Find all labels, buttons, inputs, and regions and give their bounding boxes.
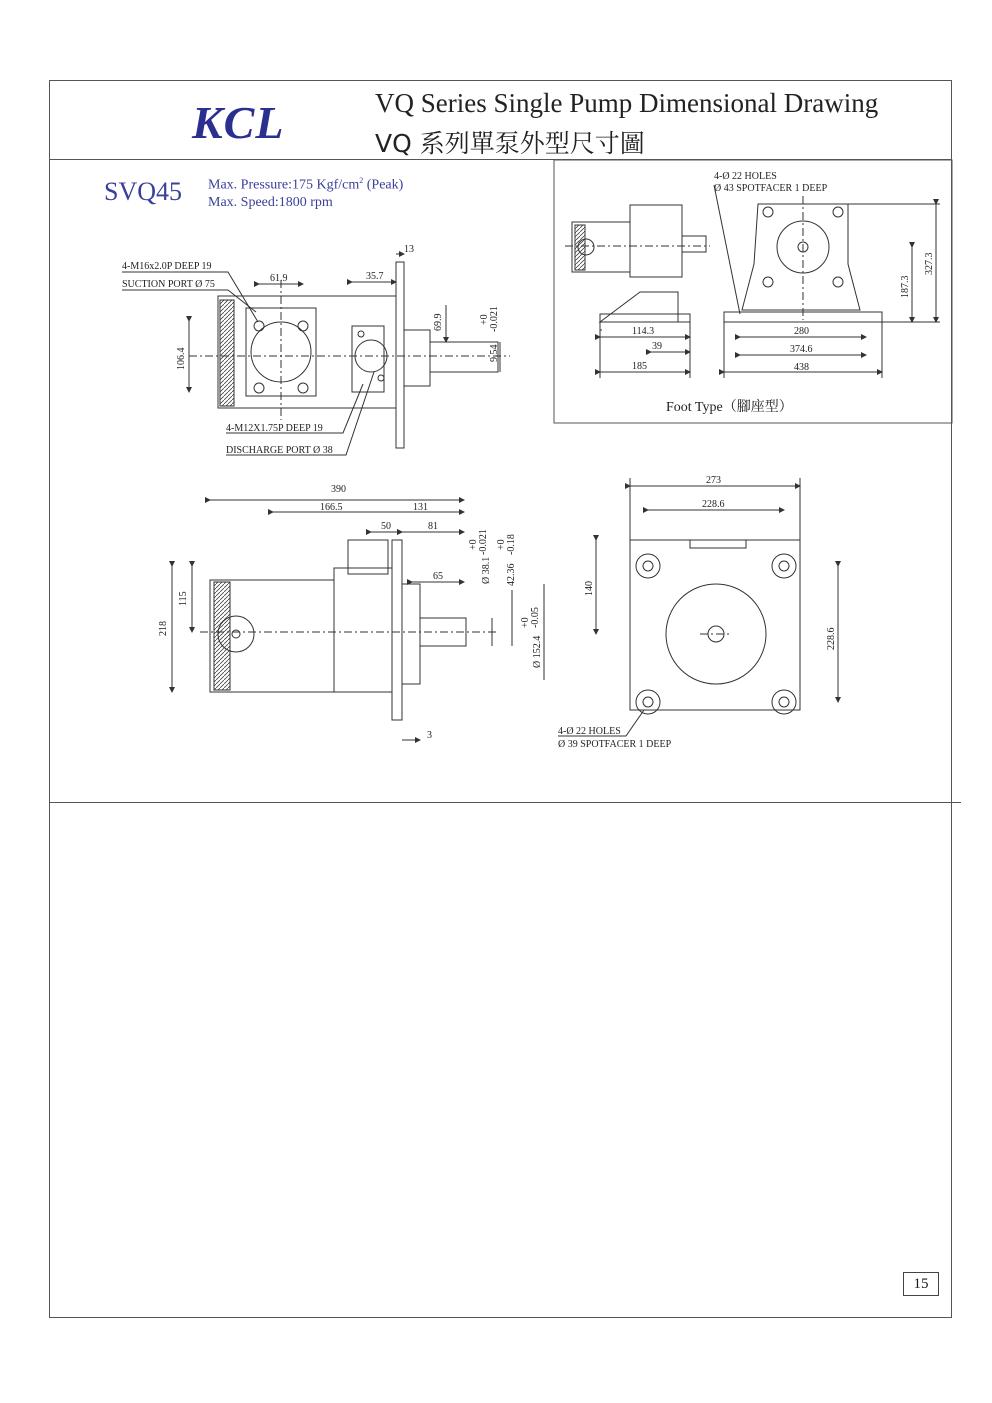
foot-type-view xyxy=(565,185,940,378)
pump-front-view xyxy=(558,478,838,736)
dim-114-3: 114.3 xyxy=(632,326,655,337)
foot-type-panel xyxy=(554,160,952,423)
dim-166-5: 166.5 xyxy=(320,502,343,513)
dim-3: 3 xyxy=(427,730,432,741)
dim-61-9: 61.9 xyxy=(270,273,288,284)
dim-280: 280 xyxy=(794,326,809,337)
dim-115: 115 xyxy=(178,591,189,606)
dim-152-4-tol-up: +0 xyxy=(520,617,531,628)
dim-9-54-tol-up: +0 xyxy=(479,314,490,325)
dim-38-1: Ø 38.1 xyxy=(481,556,492,584)
dim-228-6-h: 228.6 xyxy=(702,499,725,510)
flange-spotface-callout: Ø 39 SPOTFACER 1 DEEP xyxy=(558,739,672,750)
dim-9-54-tol-dn: -0.021 xyxy=(489,306,500,332)
brand-logo: KCL xyxy=(192,97,285,148)
dim-106-4: 106.4 xyxy=(176,347,187,370)
page-title-en: VQ Series Single Pump Dimensional Drawing xyxy=(375,88,879,118)
dim-131: 131 xyxy=(413,502,428,513)
dim-69-9: 69.9 xyxy=(433,313,444,331)
dim-9-54: 9.54 xyxy=(489,344,500,362)
dim-35-7: 35.7 xyxy=(366,271,384,282)
dim-42-36-tol-up: +0 xyxy=(496,539,507,550)
flange-holes-callout: 4-Ø 22 HOLES xyxy=(558,726,621,737)
dim-273: 273 xyxy=(706,475,721,486)
foot-holes-callout: 4-Ø 22 HOLES xyxy=(714,171,777,182)
page-title-zh: VQ 系列單泵外型尺寸圖 xyxy=(375,129,645,158)
dim-39: 39 xyxy=(652,341,662,352)
dim-390: 390 xyxy=(331,484,346,495)
dim-50: 50 xyxy=(381,521,391,532)
dim-327-3: 327.3 xyxy=(924,252,935,275)
max-speed: Max. Speed:1800 rpm xyxy=(208,195,333,210)
dim-374-6: 374.6 xyxy=(790,344,813,355)
suction-thread-callout: 4-M16x2.0P DEEP 19 xyxy=(122,261,212,272)
foot-spotface-callout: Ø 43 SPOTFACER 1 DEEP xyxy=(714,183,828,194)
dim-38-1-tol-up: +0 xyxy=(468,539,479,550)
suction-port-callout: SUCTION PORT Ø 75 xyxy=(122,279,215,290)
dim-42-36-tol-dn: -0.18 xyxy=(506,534,517,555)
discharge-port-callout: DISCHARGE PORT Ø 38 xyxy=(226,445,333,456)
dim-228-6-v: 228.6 xyxy=(826,627,837,650)
dim-81: 81 xyxy=(428,521,438,532)
page-number: 15 xyxy=(903,1272,939,1296)
max-pressure: Max. Pressure:175 Kgf/$cm^2$ (Peak) xyxy=(208,176,404,193)
model-name: SVQ45 xyxy=(104,177,183,206)
dim-42-36: 42.36 xyxy=(506,563,517,586)
dim-65: 65 xyxy=(433,571,443,582)
dim-13: 13 xyxy=(404,244,414,255)
dim-438: 438 xyxy=(794,362,809,373)
dim-187-3: 187.3 xyxy=(900,275,911,298)
dim-185: 185 xyxy=(632,361,647,372)
dim-38-1-tol-dn: -0.021 xyxy=(478,529,489,555)
discharge-thread-callout: 4-M12X1.75P DEEP 19 xyxy=(226,423,323,434)
dim-152-4-tol-dn: -0.05 xyxy=(530,607,541,628)
foot-type-label: Foot Type（腳座型） xyxy=(666,400,793,415)
dim-140: 140 xyxy=(584,581,595,596)
dim-218: 218 xyxy=(158,621,169,636)
dim-152-4: Ø 152.4 xyxy=(532,635,543,668)
